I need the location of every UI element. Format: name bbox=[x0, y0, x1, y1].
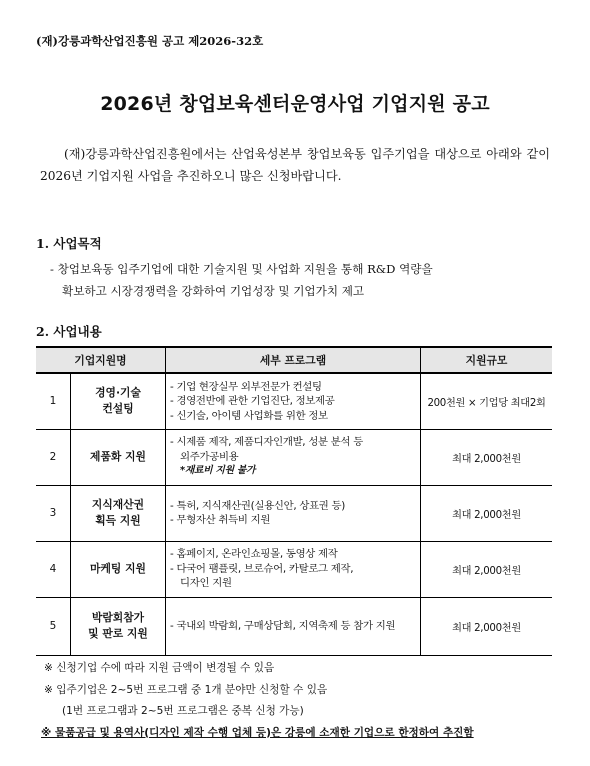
program-detail: - 특허, 지식재산권(실용신안, 상표권 등) - 무형자산 취득비 지원 bbox=[166, 485, 421, 541]
program-scale: 200천원 × 기업당 최대2회 bbox=[421, 373, 553, 429]
row-number: 2 bbox=[36, 429, 71, 485]
table-header-row bbox=[36, 347, 552, 373]
purpose-line-2: 확보하고 시장경쟁력을 강화하여 기업성장 및 기업가치 제고 bbox=[62, 284, 365, 298]
note-item: ※ 입주기업은 2~5번 프로그램 중 1개 분야만 신청할 수 있음 bbox=[44, 683, 328, 696]
program-detail: - 기업 현장실무 외부전문가 컨설팅 - 경영전반에 관한 기업진단, 정보제공 - 신기술, 아이템 사업화를 위한 정보 bbox=[166, 373, 421, 429]
intro-text: (재)강릉과학산업진흥원에서는 산업육성본부 창업보육동 입주기업을 대상으로 아래와 같이 2026년 기업지원 사업을 추진하오니 많은 신청바랍니다. bbox=[40, 147, 550, 183]
material-cost-note: *재료비 지원 불가 bbox=[180, 465, 256, 477]
note-item: ※ 신청기업 수에 따라 지원 금액이 변경될 수 있음 bbox=[44, 662, 275, 674]
program-table bbox=[36, 346, 552, 656]
program-name: 박람회참가 및 판로 지원 bbox=[71, 597, 166, 655]
page-title: 2026년 창업보육센터운영사업 기업지원 공고 bbox=[100, 93, 490, 115]
program-name: 경영·기술 컨설팅 bbox=[71, 373, 166, 429]
program-scale: 최대 2,000천원 bbox=[421, 485, 553, 541]
program-detail: - 홈페이지, 온라인쇼핑몰, 동영상 제작 - 다국어 팸플릿, 브로슈어, 카탈로그 제작, 디자인 지원 bbox=[166, 541, 421, 597]
program-scale: 최대 2,000천원 bbox=[421, 597, 553, 655]
program-name: 마케팅 지원 bbox=[71, 541, 166, 597]
section-content-heading: 2. 사업내용 bbox=[36, 324, 102, 339]
header-scale: 지원규모 bbox=[421, 347, 553, 373]
purpose-line-1: - 창업보육동 입주기업에 대한 기술지원 및 사업화 지원을 통해 R&D 역량을 bbox=[50, 262, 433, 276]
notice-number: (재)강릉과학산업진흥원 공고 제2026-32호 bbox=[36, 34, 264, 48]
row-number: 3 bbox=[36, 485, 71, 541]
notes-list bbox=[41, 658, 474, 744]
header-program-name: 기업지원명 bbox=[36, 347, 166, 373]
table-row bbox=[36, 429, 552, 485]
row-number: 4 bbox=[36, 541, 71, 597]
section-purpose-heading: 1. 사업목적 bbox=[36, 236, 102, 251]
header-detail: 세부 프로그램 bbox=[166, 347, 421, 373]
table-row bbox=[36, 485, 552, 541]
program-scale: 최대 2,000천원 bbox=[421, 541, 553, 597]
note-item: (1번 프로그램과 2~5번 프로그램은 중복 신청 가능) bbox=[62, 705, 304, 717]
purpose-text bbox=[50, 258, 550, 302]
program-detail: - 시제품 제작, 제품디자인개발, 성분 분석 등 외주가공비용 *재료비 지원 불가 bbox=[166, 429, 421, 485]
program-detail: - 국내외 박람회, 구매상담회, 지역축제 등 참가 지원 bbox=[166, 597, 421, 655]
table-row bbox=[36, 597, 552, 655]
table-row bbox=[36, 541, 552, 597]
note-item-emphasis: ※ 물품공급 및 용역사(디자인 제작 수행 업체 등)은 강릉에 소재한 기업으로 한정하여 추진함 bbox=[41, 726, 474, 739]
intro-paragraph bbox=[40, 143, 550, 187]
program-scale: 최대 2,000천원 bbox=[421, 429, 553, 485]
program-name: 지식재산권 획득 지원 bbox=[71, 485, 166, 541]
table-row bbox=[36, 373, 552, 429]
row-number: 5 bbox=[36, 597, 71, 655]
program-name: 제품화 지원 bbox=[71, 429, 166, 485]
row-number: 1 bbox=[36, 373, 71, 429]
